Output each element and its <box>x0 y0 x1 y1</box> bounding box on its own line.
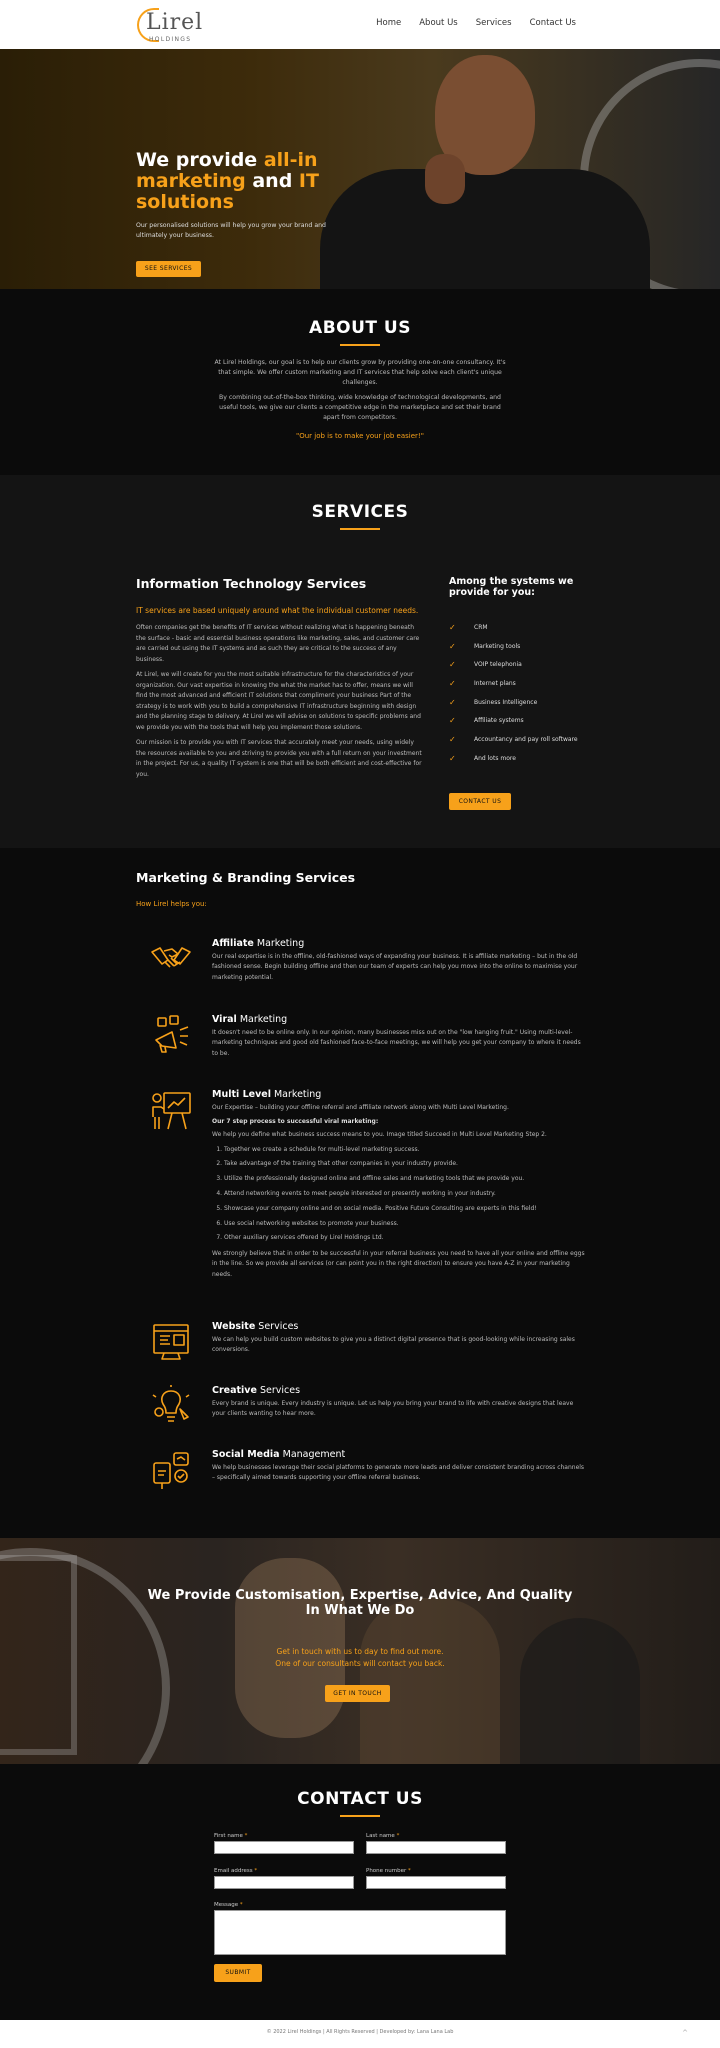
it-paragraph: Often companies get the benefits of IT services without realizing what is happening beneath the surface - basic and essential business operations like marketing, sales, and customer care are carried out using the IT systems and as such they are critical to the success of any business. <box>136 624 420 663</box>
cta-background-person <box>520 1618 640 1764</box>
contact-title-underline <box>340 1815 380 1817</box>
logo-word: Lirel <box>146 10 204 35</box>
hero-subtitle: Our personalised solutions will help you grow your brand and ultimately your business. <box>136 222 326 239</box>
cta-section <box>0 1538 720 1764</box>
viral-marketing-description: It doesn't need to be online only. In our opinion, many businesses miss out on the "low hanging fruit." Using multi-level-marketing techniques and good old fashioned face-to-face meetings, we will help you get your company to where it needs to be. <box>212 1029 581 1057</box>
last-name-group <box>366 1833 506 1854</box>
message-label: Message * <box>214 1902 243 1908</box>
message-group <box>214 1902 506 1955</box>
email-field[interactable] <box>214 1876 354 1889</box>
it-services-title: Information Technology Services <box>136 576 367 591</box>
affiliate-marketing-description: Our real expertise is in the offline, old-fashioned ways of expanding your business. It is affiliate marketing – but in the old fashioned sense. Begin building offline and then our team of experts can help you move into the online to maximise your marketing potential. <box>212 953 578 981</box>
multi-level-marketing-description: Our Expertise – building your offline referral and affiliate network along with Multi Level Marketing. <box>212 1104 509 1111</box>
multi-level-marketing-heading: Multi Level Marketing <box>212 1089 322 1100</box>
steps-intro: We help you define what business success means to you. Image titled Succeed in Multi Level Marketing Step 2. <box>212 1131 547 1139</box>
first-name-label: First name * <box>214 1833 248 1839</box>
check-icon: ✓ <box>449 716 456 726</box>
nav-services[interactable]: Services <box>475 18 512 28</box>
affiliate-marketing-heading: Affiliate Marketing <box>212 938 305 949</box>
viral-marketing-heading: Viral Marketing <box>212 1014 288 1025</box>
about-paragraph: At Lirel Holdings, our goal is to help our clients grow by providing one-on-one consultancy. It's that simple. We offer custom marketing and IT services that help solve each client's unique challenges. <box>214 359 506 386</box>
creative-services-heading: Creative Services <box>212 1385 301 1396</box>
it-services-body <box>136 623 424 780</box>
check-icon: ✓ <box>449 734 456 744</box>
hero-person-image <box>320 49 650 289</box>
creative-services-text <box>212 1385 586 1420</box>
about-title: ABOUT US <box>309 318 411 338</box>
email-label: Email address * <box>214 1868 258 1874</box>
about-quote: "Our job is to make your job easier!" <box>296 432 424 440</box>
social-media-management-heading: Social Media Management <box>212 1449 346 1460</box>
email-group <box>214 1868 354 1889</box>
systems-list-item: ✓ And lots more <box>449 753 516 763</box>
multi-level-marketing-outro: We strongly believe that in order to be successful in your referral business you need to have all your online and offline eggs in the line. So we provide all services (or can point you in the right direction) to ensure you have A-Z in your marketing needs. <box>212 1250 585 1278</box>
website-services-description: We can help you build custom websites to give you a distinct digital presence that is good-looking while increasing sales conversions. <box>212 1336 575 1354</box>
step-item: 7. Other auxiliary services offered by Lirel Holdings Ltd. <box>224 1234 586 1249</box>
site-footer <box>0 2020 720 2048</box>
cta-subtitle: Get in touch with us to day to find out more. One of our consultants will contact you back. <box>275 1647 445 1668</box>
step-item: 5. Showcase your company online and on social media. Positive Future Consulting are experts in this field! <box>224 1205 586 1220</box>
it-tagline: IT services are based uniquely around what the individual customer needs. <box>136 606 419 615</box>
check-icon: ✓ <box>449 622 456 632</box>
step-item: 3. Utilize the professionally designed online and offline sales and marketing tools that we provide you. <box>224 1175 586 1190</box>
affiliate-marketing-text <box>212 938 586 983</box>
check-icon: ✓ <box>449 641 456 651</box>
social-media-management-description: We help businesses leverage their social platforms to generate more leads and deliver consistent branding across channels – specifically aimed towards supporting your offline referral business. <box>212 1464 585 1482</box>
it-paragraph: Our mission is to provide you with IT services that accurately meet your needs, using widely the resources available to you and striving to provide you with a full return on your investment in the project. For us, a quality IT system is one that will be both efficient and cost-effective for you. <box>136 739 422 778</box>
cta-title: We Provide Customisation, Expertise, Advice, And Quality In What We Do <box>147 1588 573 1618</box>
contact-title: CONTACT US <box>297 1789 423 1809</box>
website-services-heading: Website Services <box>212 1321 299 1332</box>
back-to-top-icon[interactable]: ^ <box>682 2029 688 2037</box>
phone-group <box>366 1868 506 1889</box>
contact-us-button[interactable]: CONTACT US <box>449 793 511 810</box>
phone-label: Phone number * <box>366 1868 411 1874</box>
services-section <box>0 475 720 848</box>
check-icon: ✓ <box>449 660 456 670</box>
systems-list-item: ✓ Business Intelligence <box>449 697 538 707</box>
presentation-icon <box>150 1089 192 1131</box>
check-icon: ✓ <box>449 678 456 688</box>
marketing-section <box>0 848 720 1538</box>
contact-section <box>0 1764 720 2020</box>
creative-services-description: Every brand is unique. Every industry is unique. Let us help you bring your brand to life with creative designs that leave your clients wanting to hear more. <box>212 1400 574 1418</box>
footer-copyright: © 2022 Lirel Holdings | All Rights Reserved | Developed by: Lana Lana Lab <box>266 2029 454 2035</box>
social-media-icon <box>150 1449 192 1491</box>
about-section <box>0 289 720 475</box>
step-item: 1. Together we create a schedule for multi-level marketing success. <box>224 1146 586 1161</box>
step-item: 6. Use social networking websites to promote your business. <box>224 1220 586 1235</box>
nav-contact-us[interactable]: Contact Us <box>529 18 576 28</box>
check-icon: ✓ <box>449 697 456 707</box>
step-item: 2. Take advantage of the training that other companies in your industry provide. <box>224 1160 586 1175</box>
social-media-management-text <box>212 1449 586 1484</box>
message-field[interactable] <box>214 1910 506 1955</box>
hero-section <box>0 49 720 289</box>
hero-person-body <box>320 169 650 289</box>
services-title: SERVICES <box>311 502 409 522</box>
nav-about-us[interactable]: About Us <box>419 18 458 28</box>
marketing-title: Marketing & Branding Services <box>136 870 356 885</box>
first-name-group <box>214 1833 354 1854</box>
website-icon <box>150 1321 192 1363</box>
see-services-button[interactable]: SEE SERVICES <box>136 261 201 277</box>
last-name-field[interactable] <box>366 1841 506 1854</box>
site-header <box>0 0 720 49</box>
about-paragraph: By combining out-of-the-box thinking, wide knowledge of technological developments, and useful tools, we give our clients a competitive edge in the marketplace and set their brand apart from competitors. <box>219 394 501 421</box>
systems-list-item: ✓ CRM <box>449 622 488 632</box>
marketing-help-label: How Lirel helps you: <box>136 900 207 908</box>
step-item: 4. Attend networking events to meet people interested or presently working in your industry. <box>224 1190 586 1205</box>
about-title-underline <box>340 344 380 346</box>
nav-home[interactable]: Home <box>376 18 402 28</box>
phone-field[interactable] <box>366 1876 506 1889</box>
first-name-field[interactable] <box>214 1841 354 1854</box>
services-title-underline <box>340 528 380 530</box>
systems-list-item: ✓ Internet plans <box>449 678 516 688</box>
steps-title: Our 7 step process to successful viral marketing: <box>212 1118 379 1126</box>
logo[interactable] <box>137 6 207 44</box>
steps-list <box>224 1146 586 1250</box>
hero-person-hand <box>425 154 465 204</box>
handshake-icon <box>150 938 192 980</box>
multi-level-marketing-text <box>212 1089 586 1280</box>
systems-list-item: ✓ Marketing tools <box>449 641 521 651</box>
check-icon: ✓ <box>449 753 456 763</box>
submit-button[interactable]: SUBMIT <box>214 1964 262 1982</box>
logo-subtitle: HOLDINGS <box>149 36 192 43</box>
cta-background-person <box>360 1598 500 1764</box>
get-in-touch-button[interactable]: GET IN TOUCH <box>325 1685 390 1702</box>
lightbulb-icon <box>150 1385 192 1427</box>
systems-title: Among the systems we provide for you: <box>449 576 574 598</box>
systems-list-item: ✓ VOIP telephonia <box>449 660 522 670</box>
website-services-text <box>212 1321 586 1356</box>
last-name-label: Last name * <box>366 1833 400 1839</box>
megaphone-icon <box>150 1014 192 1056</box>
it-paragraph: At Lirel, we will create for you the most suitable infrastructure for the characteristics of your organization. Our vast expertise in knowing the what the market has to offer, means we will find the most advanced and efficient IT solutions that compliment your business Part of the strategy is to work with you to build a comprehensive IT infrastructure beginning with design and the planning stage to delivery. At Lirel we will advise on solutions to specific problems and we provide you with the tools that will help you implement those solutions. <box>136 671 421 731</box>
systems-list <box>449 618 578 768</box>
systems-list-item: ✓ Accountancy and pay roll software <box>449 734 578 744</box>
hero-title: We provide all-in marketing and IT solutions <box>136 149 319 213</box>
viral-marketing-text <box>212 1014 586 1059</box>
main-nav <box>376 18 576 28</box>
systems-list-item: ✓ Affiliate systems <box>449 716 524 726</box>
